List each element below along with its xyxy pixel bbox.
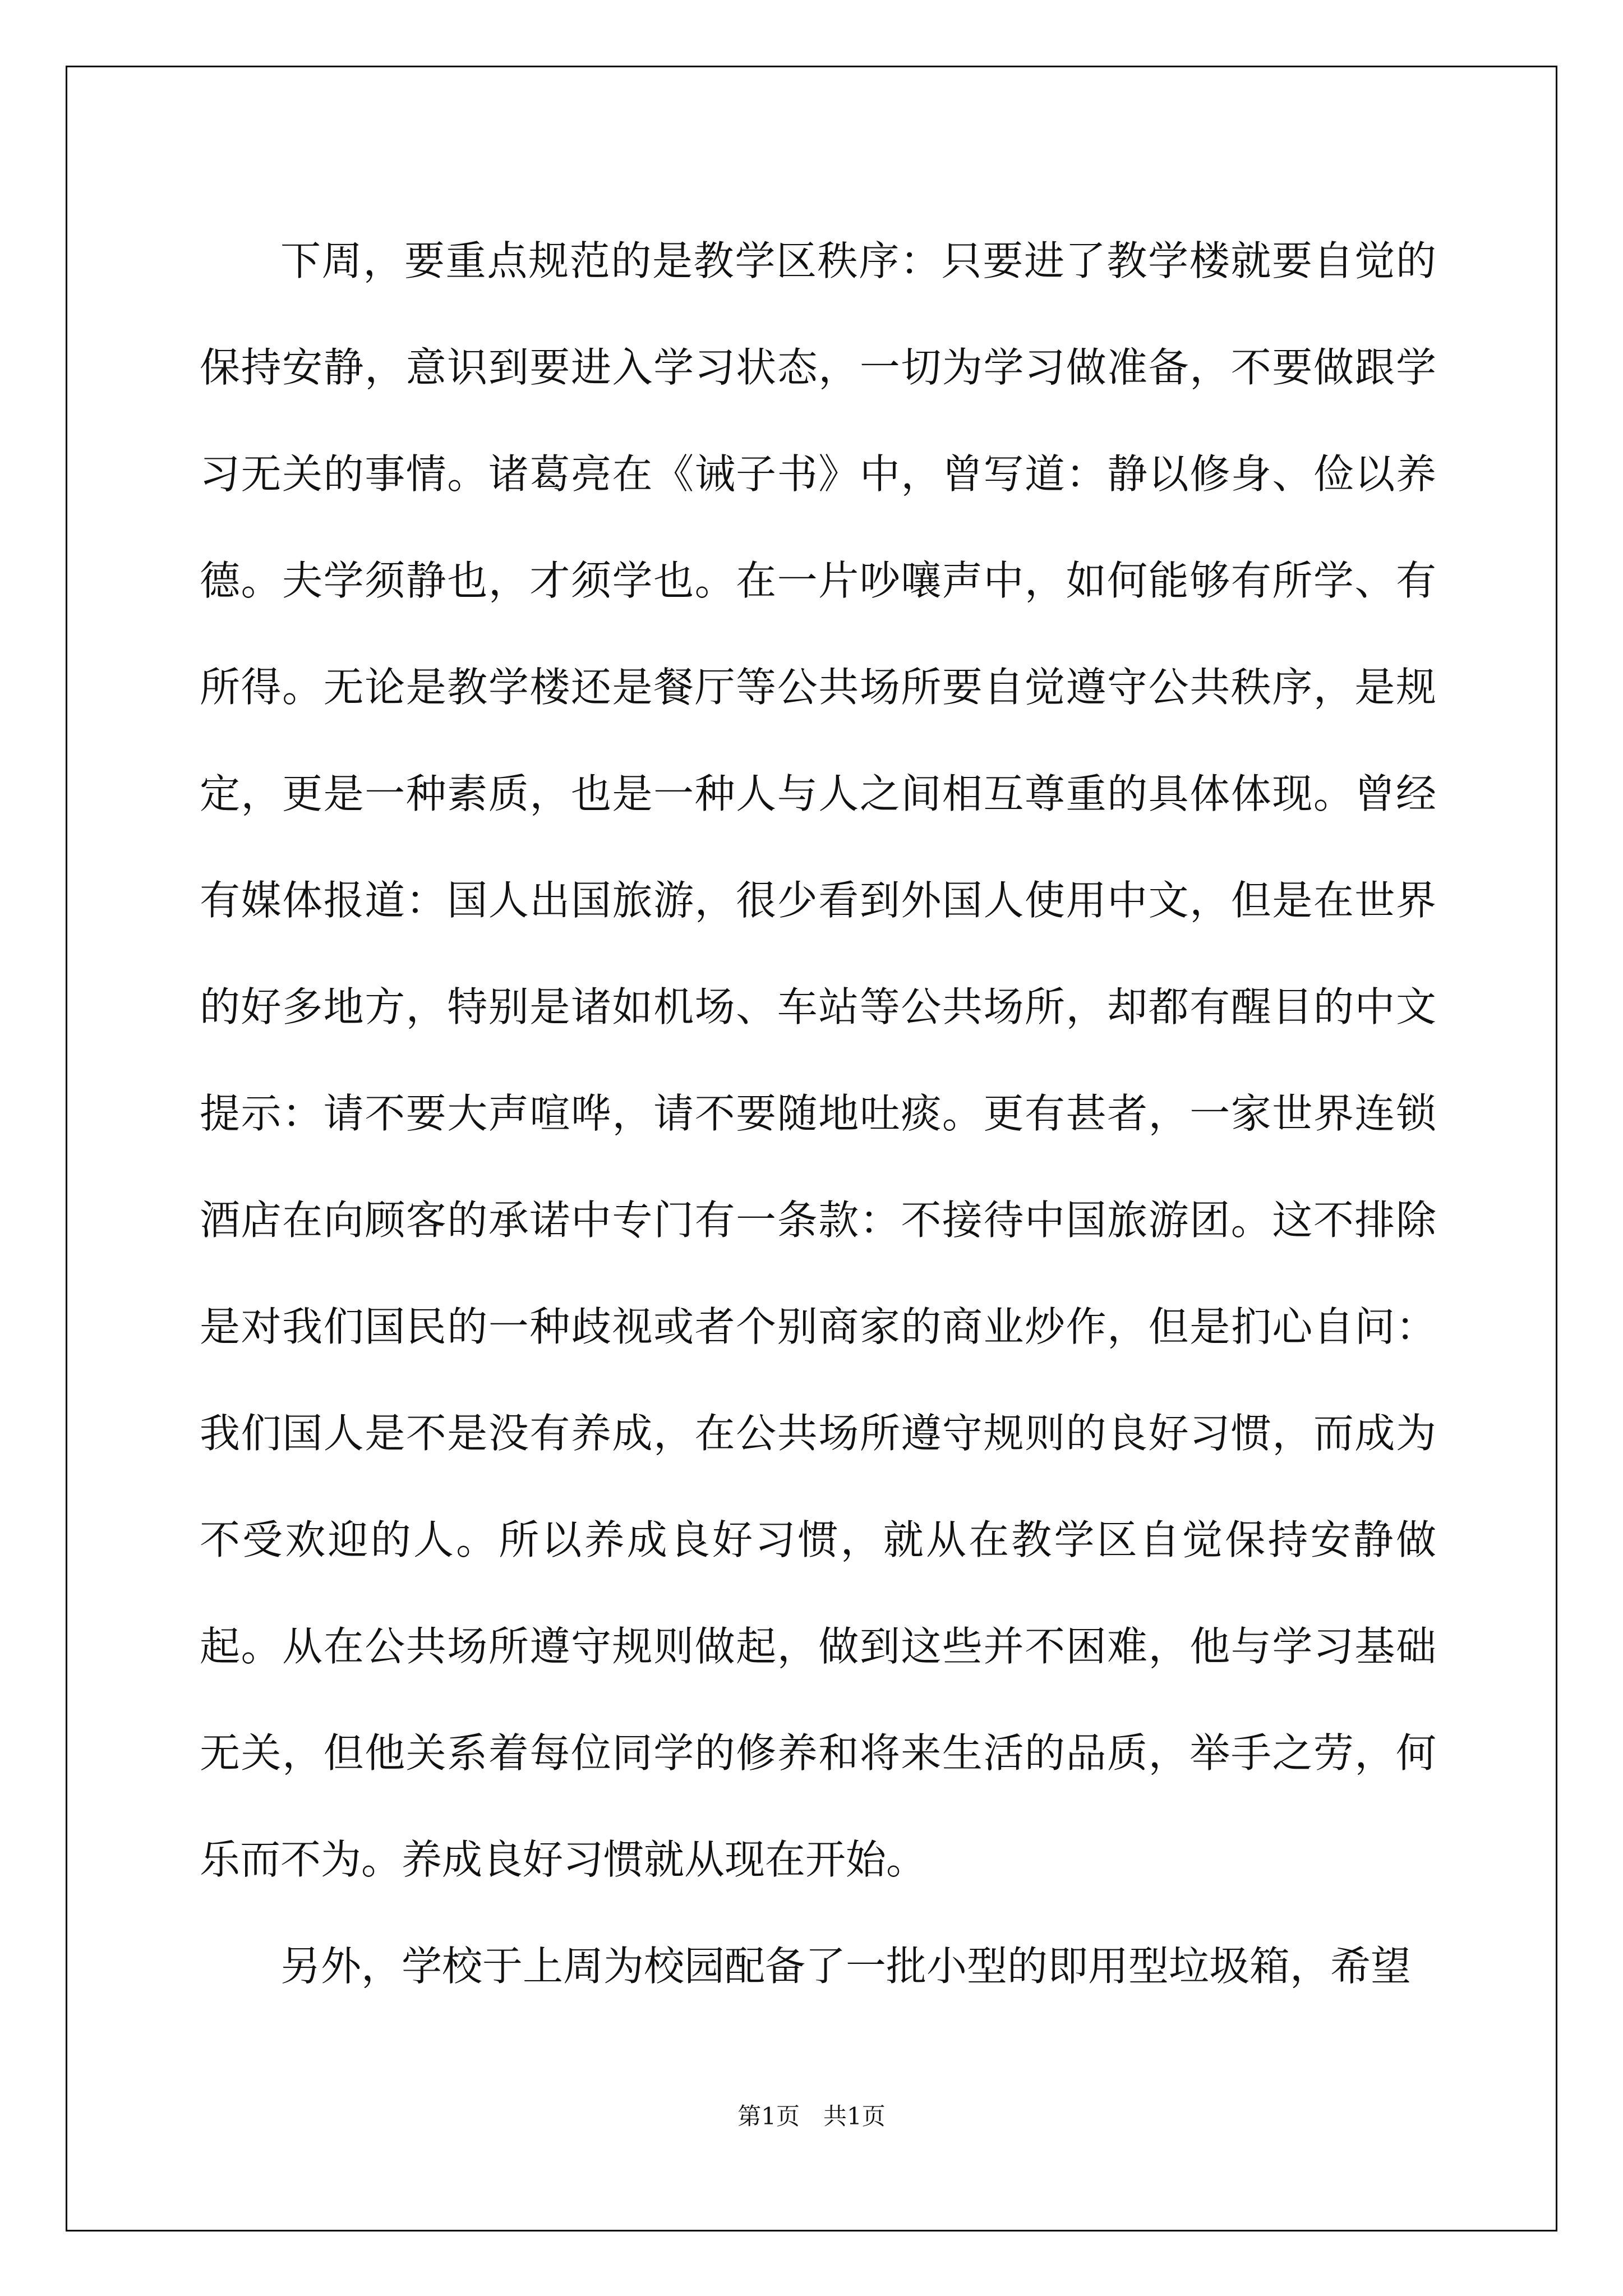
page-number: 第1页 共1页 <box>737 2102 886 2130</box>
paragraph: 另外，学校于上周为校园配备了一批小型的即用型垃圾箱，希望 <box>280 1943 1412 1990</box>
paragraph: 下周，要重点规范的是教学区秩序：只要进了教学楼就要自觉的保持安静，意识到要进入学习状态，一切为学习做准备，不要做跟学习无关的事情。诸葛亮在《诫子书》中，曾写道：静以修身、俭以养德。夫学须静也，才须学也。在一片吵嚷声中，如何能够有所学、有所得。无论是教学楼还是餐厅等公共场所要自觉遵守公共秩序，是规定，更是一种素质，也是一种人与人之间相互尊重的具体体现。曾经有媒体报道：国人出国旅游，很少看到外国人使用中文，但是在世界的好多地方，特别是诸如机场、车站等公共场所，却都有醒目的中文提示：请不要大声喧哗，请不要随地吐痰。更有甚者，一家世界连锁酒店在向顾客的承诺中专门有一条款：不接待中国旅游团。这不排除是对我们国民的一种歧视或者个别商家的商业炒作，但是扪心自问：我们国人是不是没有养成，在公共场所遵守规则的良好习惯，而成为不受欢迎的人。所以养成良好习惯，就从在教学区自觉保持安静做起。从在公共场所遵守规则做起，做到这些并不困难，他与学习基础无关，但他关系着每位同学的修养和将来生活的品质，举手之劳，何乐而不为。养成良好习惯就从现在开始。 <box>200 237 1436 1883</box>
document-body <box>200 208 1436 2019</box>
